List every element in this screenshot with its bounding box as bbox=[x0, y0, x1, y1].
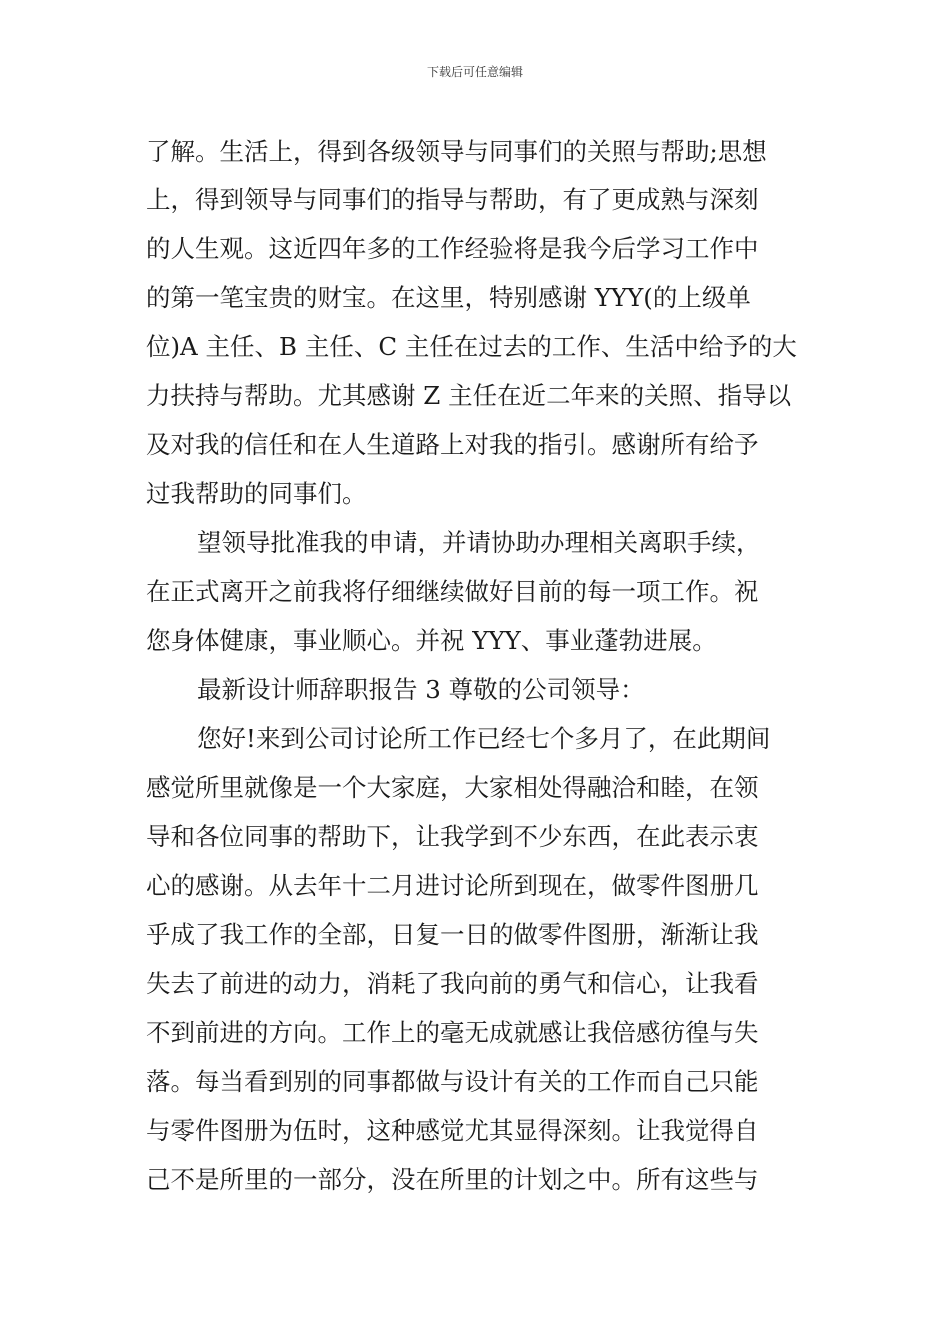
text-line: 心的感谢。从去年十二月进讨论所到现在，做零件图册几 bbox=[146, 871, 759, 900]
text-line: 与零件图册为伍时，这种感觉尤其显得深刻。让我觉得自 bbox=[146, 1116, 759, 1145]
text-line: 的人生观。这近四年多的工作经验将是我今后学习工作中 bbox=[146, 234, 759, 263]
text-line: 在正式离开之前我将仔细继续做好目前的每一项工作。祝 bbox=[146, 577, 759, 606]
text-line: 望领导批准我的申请，并请协助办理相关离职手续， bbox=[197, 528, 761, 557]
text-line: 您好!来到公司讨论所工作已经七个多月了，在此期间 bbox=[197, 724, 771, 753]
text-line: 己不是所里的一部分，没在所里的计划之中。所有这些与 bbox=[146, 1165, 759, 1194]
text-line: 您身体健康，事业顺心。并祝 YYY、事业蓬勃进展。 bbox=[146, 626, 717, 655]
text-line: 导和各位同事的帮助下，让我学到不少东西，在此表示衷 bbox=[146, 822, 759, 851]
text-line: 过我帮助的同事们。 bbox=[146, 479, 367, 508]
text-line: 不到前进的方向。工作上的毫无成就感让我倍感彷徨与失 bbox=[146, 1018, 759, 1047]
text-line: 乎成了我工作的全部，日复一日的做零件图册，渐渐让我 bbox=[146, 920, 759, 949]
page-header-note: 下载后可任意编辑 bbox=[426, 65, 523, 79]
text-line: 力扶持与帮助。尤其感谢 Z 主任在近二年来的关照、指导以 bbox=[146, 381, 792, 410]
text-line: 及对我的信任和在人生道路上对我的指引。感谢所有给予 bbox=[146, 430, 759, 459]
text-line: 上，得到领导与同事们的指导与帮助，有了更成熟与深刻 bbox=[146, 185, 759, 214]
text-line: 位)A 主任、B 主任、C 主任在过去的工作、生活中给予的大 bbox=[146, 332, 797, 361]
section-heading: 最新设计师辞职报告 3 尊敬的公司领导： bbox=[197, 675, 645, 704]
text-line: 的第一笔宝贵的财宝。在这里，特别感谢 YYY(的上级单 bbox=[146, 283, 751, 312]
text-line: 感觉所里就像是一个大家庭，大家相处得融洽和睦，在领 bbox=[146, 773, 759, 802]
text-line: 了解。生活上，得到各级领导与同事们的关照与帮助;思想 bbox=[146, 137, 767, 166]
text-line: 失去了前进的动力，消耗了我向前的勇气和信心，让我看 bbox=[146, 969, 759, 998]
text-line: 落。每当看到别的同事都做与设计有关的工作而自己只能 bbox=[146, 1067, 759, 1096]
